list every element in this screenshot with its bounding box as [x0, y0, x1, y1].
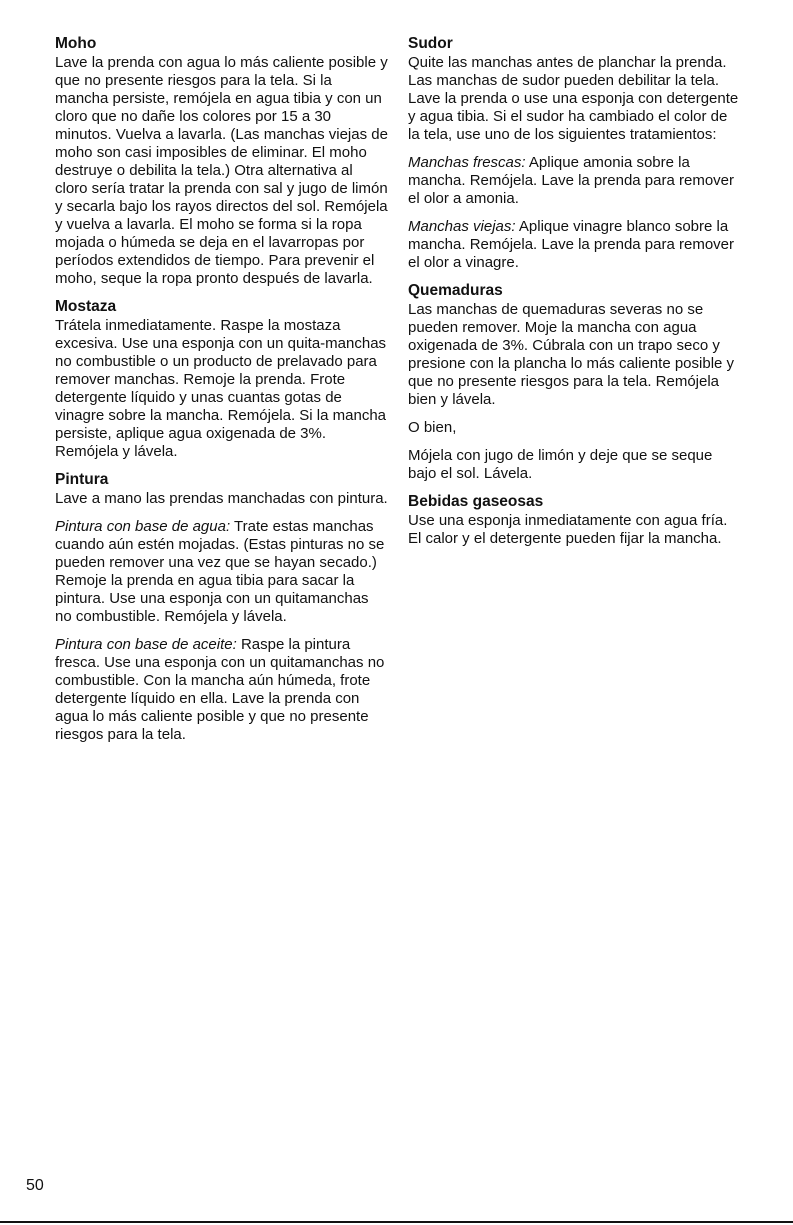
paragraph: O bien, — [408, 419, 457, 436]
paragraph: Quite las manchas antes de planchar la prenda. Las manchas de sudor pueden debilitar la tela. Lave la prenda o use una esponja con detergente y agua tibia. Si el sudor ha cambiado el color de la tela, use uno de los siguientes tratamientos: — [408, 54, 739, 143]
paragraph — [55, 518, 389, 626]
paragraph: Las manchas de quemaduras severas no se pueden remover. Moje la mancha con agua oxigenada de 3%. Cúbrala con un trapo seco y presione con la plancha lo más caliente posible y que no presente riesgos para la tela. Remójela bien y lávela. — [408, 301, 735, 408]
paragraph — [55, 636, 389, 744]
italic-lead: Pintura con base de aceite: — [55, 636, 237, 653]
left-column — [55, 35, 389, 754]
section-heading: Sudor — [408, 35, 453, 52]
paragraph-body: Raspe la pintura fresca. Use una esponja con un quitamanchas no combustible. Con la mancha aún húmeda, frote detergente líquido en ella. Lave la prenda con agua lo más caliente posible y que no presente riesgos para la tela. — [55, 636, 385, 743]
section-bebidas-gaseosas — [408, 493, 742, 548]
bottom-rule — [0, 1221, 793, 1223]
section-heading: Moho — [55, 35, 97, 52]
section-mostaza — [55, 298, 389, 461]
section-pintura — [55, 471, 389, 744]
paragraph: Trátela inmediatamente. Raspe la mostaza excesiva. Use una esponja con un quita-manchas no combustible o un producto de prelavado para remover manchas. Remoje la prenda. Frote detergente líquido y unas cuantas gotas de vinagre sobre la mancha. Remójela. Si la mancha persiste, aplique agua oxigenada de 3%. Remójela y lávela. — [55, 317, 387, 460]
section-heading: Quemaduras — [408, 282, 503, 299]
section-heading: Bebidas gaseosas — [408, 493, 544, 510]
section-quemaduras — [408, 282, 742, 483]
paragraph: Use una esponja inmediatamente con agua fría. El calor y el detergente pueden fijar la mancha. — [408, 512, 728, 547]
paragraph — [408, 218, 742, 272]
paragraph — [408, 154, 742, 208]
paragraph: Lave a mano las prendas manchadas con pintura. — [55, 490, 388, 507]
section-heading: Pintura — [55, 471, 109, 488]
section-heading: Mostaza — [55, 298, 117, 315]
section-sudor — [408, 35, 742, 272]
right-column — [408, 35, 742, 558]
paragraph: Lave la prenda con agua lo más caliente posible y que no presente riesgos para la tela. Si la mancha persiste, remójela en agua tibia y con un cloro que no dañe los colores por 15 a 30 minutos. Vuelva a lavarla. (Las manchas viejas de moho son casi imposibles de eliminar. El moho destruye o debilita la tela.) Otra alternativa al cloro sería tratar la prenda con sal y jugo de limón y secarla bajo los rayos directos del sol. Remójela y vuelva a lavarla. El moho se forma si la ropa mojada o húmeda se deja en el lavarropas por períodos extendidos de tiempo. Para prevenir el moho, seque la ropa pronto después de lavarla. — [55, 54, 388, 287]
paragraph-body: Trate estas manchas cuando aún estén mojadas. (Estas pinturas no se pueden remover una vez que se hayan secado.) Remoje la prenda en agua tibia para sacar la pintura. Use una esponja con un quitamanchas no combustible. Remójela y lávela. — [55, 518, 385, 625]
italic-lead: Pintura con base de agua: — [55, 518, 231, 535]
paragraph: Mójela con jugo de limón y deje que se seque bajo el sol. Lávela. — [408, 447, 713, 482]
paragraph-body: Aplique vinagre blanco sobre la mancha. Remójela. Lave la prenda para remover el olor a vinagre. — [408, 218, 735, 271]
italic-lead: Manchas frescas: — [408, 154, 526, 171]
italic-lead: Manchas viejas: — [408, 218, 516, 235]
section-moho — [55, 35, 389, 288]
page-number: 50 — [26, 1177, 44, 1194]
paragraph-body: Aplique amonia sobre la mancha. Remójela. Lave la prenda para remover el olor a amonia. — [408, 154, 735, 207]
